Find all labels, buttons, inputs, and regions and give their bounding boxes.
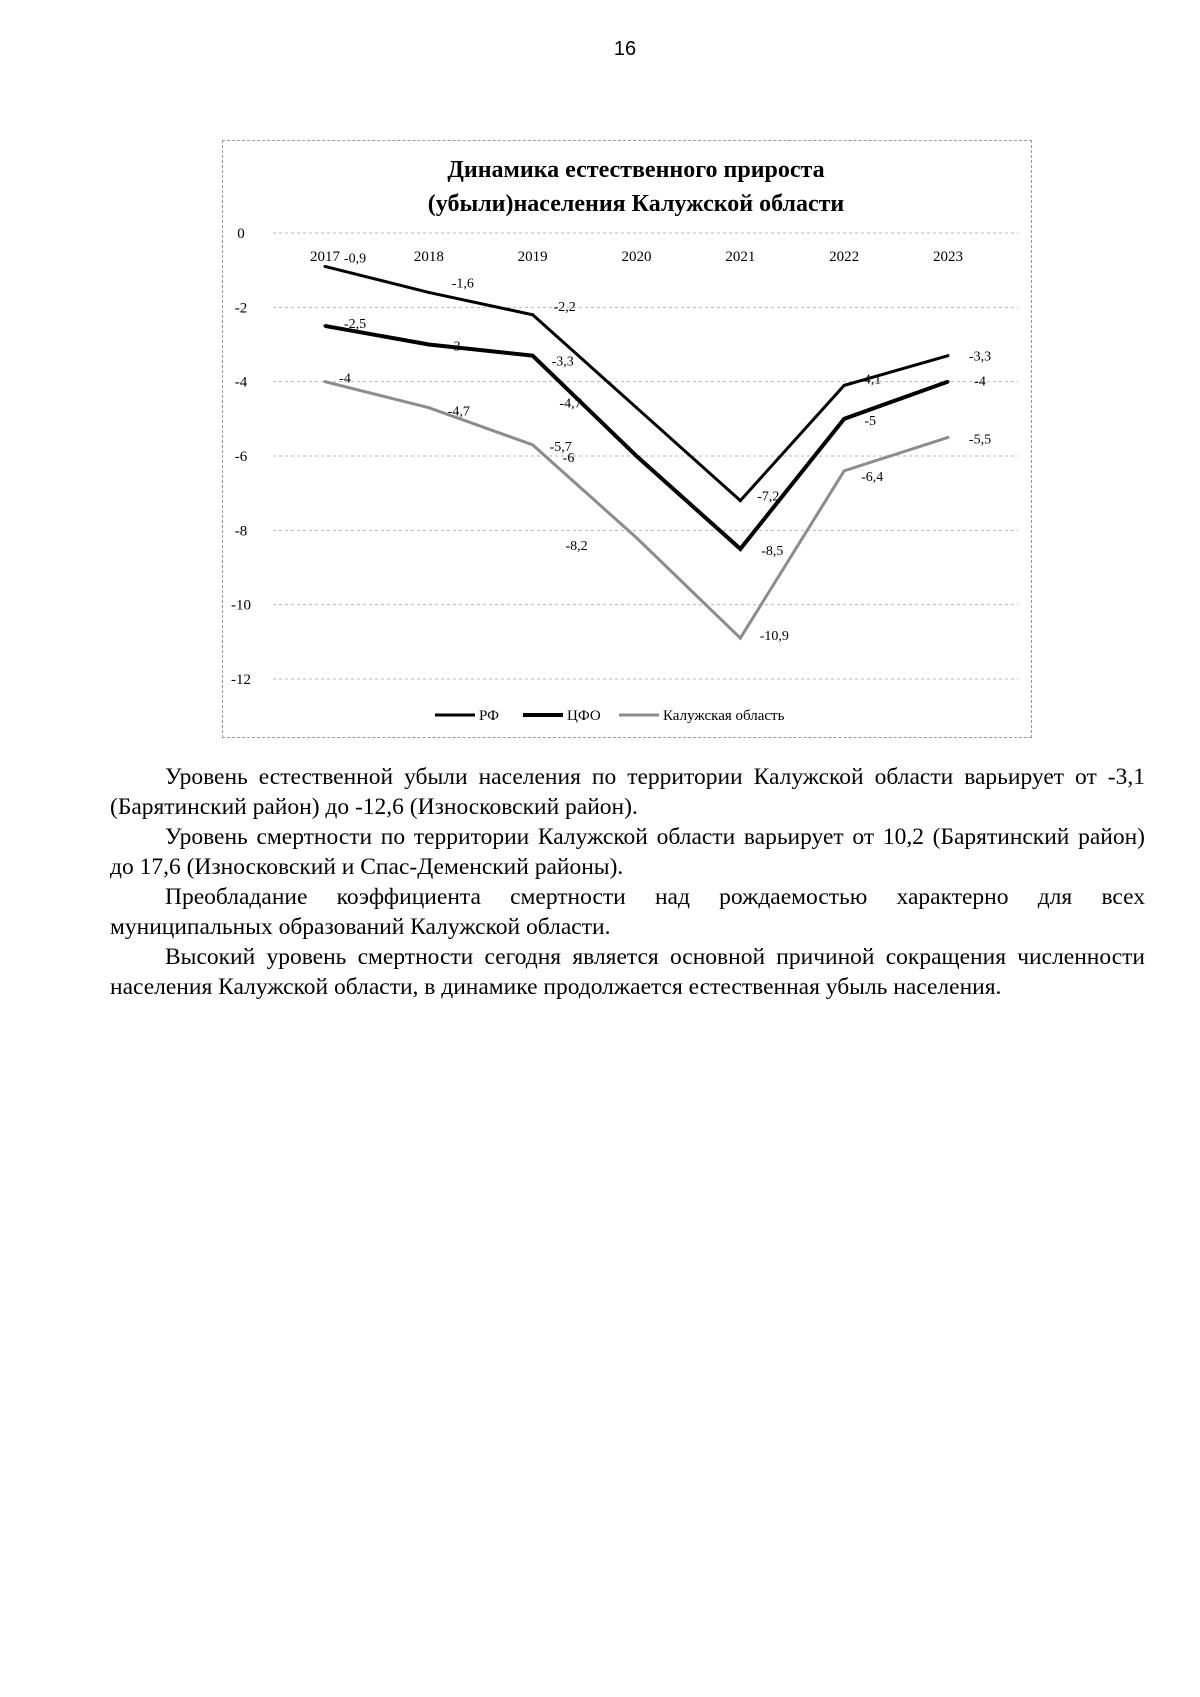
y-tick-label: -2	[234, 300, 248, 317]
data-label-rf: -0,9	[343, 251, 367, 267]
data-label-rf: -2,2	[553, 299, 576, 315]
paragraph-2: Уровень смертности по территории Калужской области варьирует от 10,2 (Барятинский район) до 17,6 (Износковский и Спас-Деменский районы).	[110, 824, 1145, 880]
y-tick-label: 0	[237, 226, 245, 242]
paragraph-4: Высокий уровень смертности сегодня является основной причиной сокращения численности населения Калужской области, в динамике продолжается естественная убыль населения.	[110, 944, 1145, 1000]
data-point-cfo	[324, 324, 327, 327]
data-label-kaluga: -10,9	[759, 629, 789, 645]
data-point-kaluga	[324, 380, 327, 383]
y-tick-label: -8	[234, 523, 248, 540]
data-label-cfo: -8,5	[761, 543, 784, 559]
data-label-kaluga: -5,7	[549, 439, 572, 455]
data-label-cfo: -3	[448, 339, 461, 355]
data-point-cfo	[635, 455, 638, 458]
x-tick-label: 2017	[310, 249, 340, 265]
data-label-cfo: -5	[864, 413, 877, 429]
data-label-cfo: -3,3	[551, 354, 574, 370]
data-label-kaluga: -5,5	[968, 432, 992, 448]
data-label-kaluga: -6,4	[861, 469, 884, 485]
data-label-rf: -4,7	[559, 396, 582, 412]
data-label-cfo: -4	[974, 374, 986, 390]
data-label-kaluga: -8,2	[565, 538, 588, 554]
data-point-kaluga	[947, 436, 950, 439]
page-number: 16	[613, 38, 637, 60]
y-tick-label: -6	[234, 449, 248, 465]
data-label-kaluga: -4,7	[447, 404, 470, 420]
legend-label-rf: РФ	[479, 708, 499, 724]
data-label-rf: -7,2	[757, 489, 780, 505]
series-line-rf	[325, 266, 948, 500]
data-point-cfo	[739, 547, 742, 550]
data-point-kaluga	[531, 443, 534, 446]
data-point-rf	[531, 313, 534, 316]
x-tick-label: 2022	[829, 249, 860, 265]
y-tick-label: -12	[231, 672, 251, 688]
data-label-rf: -4,1	[859, 372, 882, 388]
data-point-cfo	[427, 343, 430, 346]
x-tick-label: 2019	[517, 249, 548, 265]
data-point-cfo	[843, 417, 846, 420]
x-tick-label: 2018	[413, 249, 444, 265]
data-point-rf	[843, 384, 846, 387]
data-label-cfo: -6	[562, 451, 575, 466]
chart	[222, 140, 1032, 738]
x-tick-label: 2023	[933, 249, 963, 265]
legend-label-cfo: ЦФО	[567, 708, 601, 724]
chart-title-line-2: (убыли)населения Калужской области	[427, 191, 845, 217]
data-point-kaluga	[635, 536, 638, 539]
data-point-kaluga	[427, 406, 430, 409]
paragraph-1: Уровень естественной убыли населения по территории Калужской области варьирует от -3,1 (Барятинский район) до -12,6 (Износковский район).	[110, 764, 1145, 820]
data-label-rf: -1,6	[451, 276, 474, 292]
data-label-rf: -3,3	[968, 349, 992, 365]
data-point-cfo	[531, 354, 534, 357]
paragraph-3: Преобладание коэффициента смертности над рождаемостью характерно для всех муниципальных образований Калужской области.	[110, 884, 1145, 940]
y-tick-label: -10	[231, 597, 251, 614]
data-point-rf	[324, 265, 327, 268]
data-label-cfo: -2,5	[343, 316, 367, 332]
data-point-kaluga	[843, 469, 846, 472]
series-line-cfo	[325, 326, 948, 549]
x-tick-label: 2021	[725, 249, 756, 265]
data-point-rf	[739, 499, 742, 502]
chart-svg	[223, 141, 1033, 739]
x-tick-label: 2020	[621, 249, 652, 265]
legend-label-kaluga: Калужская область	[663, 708, 785, 724]
series-line-kaluga	[325, 382, 948, 638]
y-tick-label: -4	[234, 374, 248, 391]
chart-title-line-1: Динамика естественного прироста	[447, 157, 825, 183]
data-point-rf	[427, 291, 430, 294]
data-point-cfo	[947, 380, 950, 383]
data-point-rf	[947, 354, 950, 357]
data-point-rf	[635, 406, 638, 409]
data-label-kaluga: -4	[339, 371, 351, 387]
body-text	[110, 762, 1145, 1002]
data-point-kaluga	[739, 637, 742, 640]
